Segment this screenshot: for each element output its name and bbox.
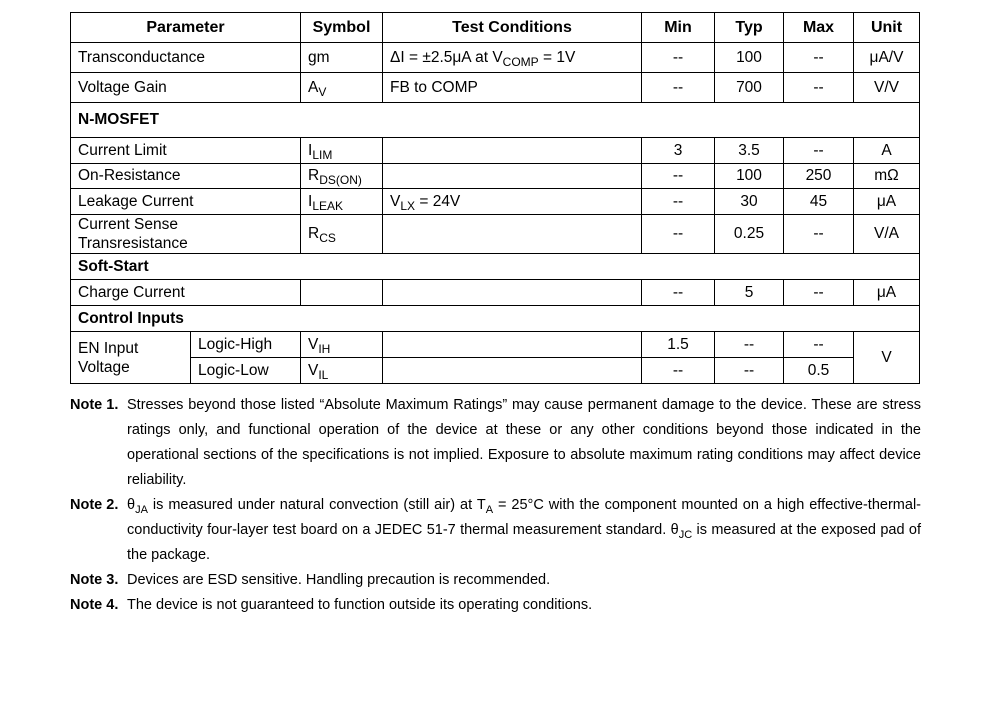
condition-cell bbox=[383, 164, 642, 189]
max-cell: 250 bbox=[784, 164, 854, 189]
typ-cell: 700 bbox=[715, 73, 784, 103]
unit-cell: μA bbox=[854, 189, 920, 215]
header-max: Max bbox=[784, 13, 854, 43]
note-2 bbox=[70, 493, 921, 568]
condition-cell bbox=[383, 358, 642, 384]
unit-cell: V bbox=[854, 332, 920, 384]
section-control-inputs: Control Inputs bbox=[71, 306, 920, 332]
header-conditions: Test Conditions bbox=[383, 13, 642, 43]
notes-section bbox=[70, 393, 921, 618]
condition-cell: $V_{LX} = 24V$ bbox=[383, 189, 642, 215]
note-text: Devices are ESD sensitive. Handling precaution is recommended. bbox=[127, 572, 551, 588]
symbol-cell: $V_{IL}$ bbox=[301, 358, 383, 384]
header-min: Min bbox=[642, 13, 715, 43]
condition-cell: FB to COMP bbox=[383, 73, 642, 103]
min-cell: -- bbox=[642, 280, 715, 306]
param-cell: Charge Current bbox=[71, 280, 301, 306]
symbol-cell: $R_{CS}$ bbox=[301, 215, 383, 254]
typ-cell: 100 bbox=[715, 43, 784, 73]
param-cell: Voltage Gain bbox=[71, 73, 301, 103]
note-label: Note 2. bbox=[70, 497, 119, 513]
unit-cell: μA bbox=[854, 280, 920, 306]
symbol-cell: gm bbox=[301, 43, 383, 73]
typ-cell: 30 bbox=[715, 189, 784, 215]
note-label: Note 1. bbox=[70, 397, 119, 413]
table-row bbox=[71, 332, 920, 358]
section-nmosfet: N-MOSFET bbox=[71, 103, 920, 138]
typ-cell: 3.5 bbox=[715, 138, 784, 164]
electrical-characteristics-table bbox=[70, 12, 920, 384]
min-cell: -- bbox=[642, 189, 715, 215]
condition-cell bbox=[383, 215, 642, 254]
condition-cell bbox=[383, 332, 642, 358]
typ-cell: 0.25 bbox=[715, 215, 784, 254]
table-row bbox=[71, 43, 920, 73]
min-cell: -- bbox=[642, 73, 715, 103]
min-cell: 3 bbox=[642, 138, 715, 164]
note-text: The device is not guaranteed to function outside its operating conditions. bbox=[127, 597, 593, 613]
header-row bbox=[71, 13, 920, 43]
table-row bbox=[71, 138, 920, 164]
min-cell: -- bbox=[642, 358, 715, 384]
note-text: Stresses beyond those listed “Absolute Maximum Ratings” may cause permanent damage to the device. These are stress ratings only, and functional operation of the device at these or any other conditions beyond those indicated in the operational sections of the specifications is not implied. Exposure to absolute maximum rating conditions may affect device reliability. bbox=[127, 397, 921, 488]
min-cell: 1.5 bbox=[642, 332, 715, 358]
max-cell: -- bbox=[784, 138, 854, 164]
typ-cell: -- bbox=[715, 332, 784, 358]
condition-cell bbox=[383, 280, 642, 306]
unit-cell: A bbox=[854, 138, 920, 164]
condition-cell bbox=[383, 138, 642, 164]
unit-cell: V/A bbox=[854, 215, 920, 254]
param-cell: EN Input Voltage bbox=[71, 332, 191, 384]
param-cell: On-Resistance bbox=[71, 164, 301, 189]
typ-cell: -- bbox=[715, 358, 784, 384]
logic-high-label: Logic-High bbox=[191, 332, 301, 358]
min-cell: -- bbox=[642, 215, 715, 254]
header-typ: Typ bbox=[715, 13, 784, 43]
symbol-cell: $A_V$ bbox=[301, 73, 383, 103]
max-cell: -- bbox=[784, 280, 854, 306]
note-text: $\theta_{JA}$ is measured under natural convection (still air) at $T_A = 25^\circ C$ with the component mounted on a high effective-thermal-conductivity four-layer test board on a JEDEC 51-7 thermal measurement standard. $\theta_{JC}$ is measured at the exposed pad of the package. bbox=[127, 497, 921, 563]
max-cell: -- bbox=[784, 215, 854, 254]
param-cell: Current Sense Transresistance bbox=[71, 215, 301, 254]
note-3 bbox=[70, 568, 921, 593]
symbol-cell: $V_{IH}$ bbox=[301, 332, 383, 358]
symbol-cell: $I_{LEAK}$ bbox=[301, 189, 383, 215]
param-cell: Leakage Current bbox=[71, 189, 301, 215]
section-row bbox=[71, 306, 920, 332]
max-cell: -- bbox=[784, 73, 854, 103]
condition-cell: ΔI = ±2.5μA at $V_{COMP} = 1V$ bbox=[383, 43, 642, 73]
section-row bbox=[71, 254, 920, 280]
note-label: Note 3. bbox=[70, 572, 119, 588]
param-cell: Transconductance bbox=[71, 43, 301, 73]
table-row bbox=[71, 215, 920, 254]
max-cell: 45 bbox=[784, 189, 854, 215]
header-parameter: Parameter bbox=[71, 13, 301, 43]
section-softstart: Soft-Start bbox=[71, 254, 920, 280]
note-1 bbox=[70, 393, 921, 493]
header-unit: Unit bbox=[854, 13, 920, 43]
note-label: Note 4. bbox=[70, 597, 119, 613]
note-4 bbox=[70, 593, 921, 618]
unit-cell: μA/V bbox=[854, 43, 920, 73]
header-symbol: Symbol bbox=[301, 13, 383, 43]
table-row bbox=[71, 189, 920, 215]
unit-cell: V/V bbox=[854, 73, 920, 103]
min-cell: -- bbox=[642, 43, 715, 73]
max-cell: -- bbox=[784, 332, 854, 358]
table-row bbox=[71, 73, 920, 103]
symbol-cell bbox=[301, 280, 383, 306]
table-row bbox=[71, 280, 920, 306]
min-cell: -- bbox=[642, 164, 715, 189]
symbol-cell: $I_{LIM}$ bbox=[301, 138, 383, 164]
section-row bbox=[71, 103, 920, 138]
typ-cell: 5 bbox=[715, 280, 784, 306]
max-cell: -- bbox=[784, 43, 854, 73]
typ-cell: 100 bbox=[715, 164, 784, 189]
symbol-cell: $R_{DS(ON)}$ bbox=[301, 164, 383, 189]
table-row bbox=[71, 164, 920, 189]
logic-low-label: Logic-Low bbox=[191, 358, 301, 384]
param-cell: Current Limit bbox=[71, 138, 301, 164]
max-cell: 0.5 bbox=[784, 358, 854, 384]
unit-cell: mΩ bbox=[854, 164, 920, 189]
table-row bbox=[71, 358, 920, 384]
